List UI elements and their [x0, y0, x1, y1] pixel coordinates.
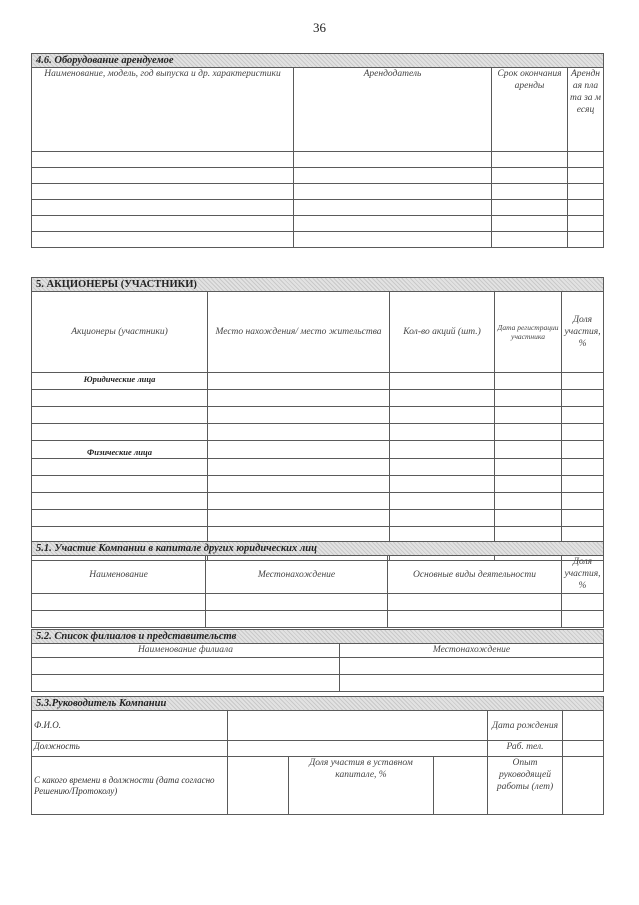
table-company-head — [31, 696, 604, 815]
table-branches — [31, 629, 604, 692]
table-cell[interactable] — [32, 594, 206, 611]
table-cell[interactable] — [208, 493, 390, 510]
table-cell[interactable] — [340, 658, 604, 675]
table-cell[interactable] — [568, 200, 604, 216]
table-row — [32, 611, 604, 628]
col-header-share-percent: Доля участия, % — [562, 292, 604, 373]
table-cell[interactable] — [495, 493, 562, 510]
table-cell[interactable] — [562, 373, 604, 390]
group-legal-entities: Юридические лица — [32, 373, 208, 390]
input-management-experience[interactable] — [563, 757, 604, 815]
table-cell[interactable] — [562, 611, 604, 628]
table-cell[interactable] — [294, 216, 492, 232]
input-work-phone[interactable] — [563, 741, 604, 757]
table-row — [32, 424, 604, 441]
table-cell[interactable] — [208, 373, 390, 390]
col-header-lessor: Арендодатель — [294, 68, 492, 152]
table-row — [32, 184, 604, 200]
table-cell[interactable] — [568, 168, 604, 184]
col-header-branch-name: Наименование филиала — [32, 644, 340, 658]
table-cell[interactable] — [294, 200, 492, 216]
table-cell[interactable] — [562, 441, 604, 459]
table-cell[interactable] — [32, 424, 208, 441]
table-row — [32, 407, 604, 424]
table-cell[interactable] — [390, 424, 495, 441]
col-header-shares-count: Кол-во акций (шт.) — [390, 292, 495, 373]
table-cell[interactable] — [32, 184, 294, 200]
table-cell[interactable] — [492, 232, 568, 248]
table-cell[interactable] — [390, 373, 495, 390]
table-cell[interactable] — [32, 611, 206, 628]
group-individuals: Физические лица — [32, 441, 208, 459]
col-header-name-model: Наименование, модель, год выпуска и др. характеристики — [32, 68, 294, 152]
table-cell[interactable] — [562, 510, 604, 527]
table-cell[interactable] — [294, 184, 492, 200]
table-cell[interactable] — [32, 390, 208, 407]
input-position[interactable] — [228, 741, 488, 757]
col-header-name: Наименование — [32, 556, 206, 594]
table-cell[interactable] — [562, 459, 604, 476]
table-row — [32, 216, 604, 232]
table-cell[interactable] — [495, 373, 562, 390]
table-row — [32, 459, 604, 476]
table-cell[interactable] — [495, 459, 562, 476]
table-cell[interactable] — [495, 390, 562, 407]
table-cell[interactable] — [208, 441, 390, 459]
table-cell[interactable] — [568, 232, 604, 248]
table-cell[interactable] — [390, 459, 495, 476]
table-cell[interactable] — [32, 232, 294, 248]
table-cell[interactable] — [568, 216, 604, 232]
table-cell[interactable] — [562, 424, 604, 441]
section-title-5-1: 5.1. Участие Компании в капитале других юридических лиц — [32, 542, 604, 556]
table-row — [32, 390, 604, 407]
table-cell[interactable] — [208, 510, 390, 527]
label-position: Должность — [32, 741, 228, 757]
table-cell[interactable] — [492, 216, 568, 232]
table-leased-equipment — [31, 53, 604, 248]
col-header-rent: Арендная плата за месяц — [568, 68, 604, 152]
table-cell[interactable] — [492, 168, 568, 184]
table-row — [32, 510, 604, 527]
table-cell[interactable] — [32, 168, 294, 184]
table-shareholders — [31, 277, 604, 561]
table-cell[interactable] — [495, 510, 562, 527]
input-birth-date[interactable] — [563, 711, 604, 741]
section-title-5-2: 5.2. Список филиалов и представительств — [32, 630, 604, 644]
table-cell[interactable] — [562, 476, 604, 493]
table-cell[interactable] — [208, 424, 390, 441]
table-cell[interactable] — [390, 441, 495, 459]
table-cell[interactable] — [32, 493, 208, 510]
label-capital-share: Доля участия в уставном капитале, % — [289, 757, 434, 815]
col-header-registration-date: Дата регистрации участника — [495, 292, 562, 373]
table-cell[interactable] — [562, 390, 604, 407]
label-birth-date: Дата рождения — [488, 711, 563, 741]
table-row — [32, 152, 604, 168]
table-cell[interactable] — [208, 459, 390, 476]
table-cell[interactable] — [294, 232, 492, 248]
table-cell[interactable] — [208, 476, 390, 493]
table-cell[interactable] — [495, 441, 562, 459]
table-row — [32, 675, 604, 692]
table-row — [32, 594, 604, 611]
col-header-location: Местонахождение — [206, 556, 388, 594]
table-cell[interactable] — [208, 390, 390, 407]
table-row — [32, 658, 604, 675]
table-row — [32, 493, 604, 510]
table-cell[interactable] — [495, 476, 562, 493]
table-cell[interactable] — [388, 611, 562, 628]
table-cell[interactable] — [568, 152, 604, 168]
label-work-phone: Раб. тел. — [488, 741, 563, 757]
table-cell[interactable] — [32, 152, 294, 168]
table-cell[interactable] — [562, 594, 604, 611]
section-title-5-3: 5.3.Руководитель Компании — [32, 697, 604, 711]
table-cell[interactable] — [568, 184, 604, 200]
table-cell[interactable] — [32, 658, 340, 675]
table-cell[interactable] — [390, 407, 495, 424]
table-cell[interactable] — [32, 200, 294, 216]
table-cell[interactable] — [495, 407, 562, 424]
table-row — [32, 232, 604, 248]
section-title-5: 5. АКЦИОНЕРЫ (УЧАСТНИКИ) — [32, 278, 604, 292]
col-header-activities: Основные виды деятельности — [388, 556, 562, 594]
table-row — [32, 168, 604, 184]
table-cell[interactable] — [390, 510, 495, 527]
section-title-4-6: 4.6. Оборудование арендуемое — [32, 54, 604, 68]
col-header-shareholders: Акционеры (участники) — [32, 292, 208, 373]
col-header-location: Местонахождение — [340, 644, 604, 658]
input-full-name[interactable] — [228, 711, 488, 741]
col-header-location-residence: Место нахождения/ место жительства — [208, 292, 390, 373]
table-cell[interactable] — [32, 407, 208, 424]
table-cell[interactable] — [562, 407, 604, 424]
table-cell[interactable] — [206, 594, 388, 611]
table-cell[interactable] — [390, 390, 495, 407]
table-cell[interactable] — [32, 675, 340, 692]
label-in-position-since: С какого времени в должности (дата согласно Решению/Протоколу) — [32, 757, 228, 815]
table-cell[interactable] — [388, 594, 562, 611]
col-header-lease-term: Срок окончания аренды — [492, 68, 568, 152]
table-row — [32, 476, 604, 493]
table-cell[interactable] — [390, 476, 495, 493]
table-cell[interactable] — [562, 493, 604, 510]
input-capital-share[interactable] — [434, 757, 488, 815]
table-cell[interactable] — [32, 459, 208, 476]
table-cell[interactable] — [208, 407, 390, 424]
label-management-experience: Опыт руководящей работы (лет) — [488, 757, 563, 815]
table-cell[interactable] — [32, 216, 294, 232]
table-cell[interactable] — [390, 493, 495, 510]
table-cell[interactable] — [492, 152, 568, 168]
table-row — [32, 200, 604, 216]
table-cell[interactable] — [340, 675, 604, 692]
table-cell[interactable] — [492, 200, 568, 216]
table-cell[interactable] — [32, 510, 208, 527]
label-full-name: Ф.И.О. — [32, 711, 228, 741]
table-cell[interactable] — [32, 476, 208, 493]
input-in-position-since[interactable] — [228, 757, 289, 815]
table-cell[interactable] — [492, 184, 568, 200]
col-header-share-percent: Доля участия, % — [562, 556, 604, 594]
table-cell[interactable] — [294, 152, 492, 168]
page-number: 36 — [313, 20, 326, 35]
table-cell[interactable] — [495, 424, 562, 441]
table-company-stakes — [31, 541, 604, 628]
table-cell[interactable] — [206, 611, 388, 628]
table-cell[interactable] — [294, 168, 492, 184]
